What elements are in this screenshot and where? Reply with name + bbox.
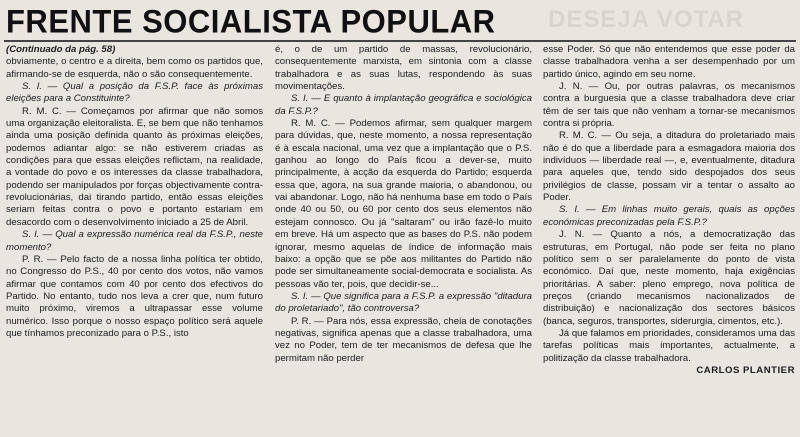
paragraph: Já que falamos em prioridades, consideramos uma das tarefas políticas mais importantes, actualmente, a politização da classe trabalhadora.: [543, 327, 795, 364]
column-1: [6, 44, 263, 434]
column-1-body: [6, 56, 263, 340]
paragraph: P. R. — Para nós, essa expressão, cheia de conotações negativas, significa apenas que a classe trabalhadora, uma vez no Poder, tem de ter mecanismos de defesa que lhe permitam não perder: [275, 315, 532, 364]
title-rule: [4, 40, 796, 42]
continuation-note: (Continuado da pág. 58): [6, 44, 116, 55]
column-2: [275, 44, 532, 434]
paragraph: J. N. — Quanto a nós, a democratização das estruturas, em Portugal, não pode ser feita no plano político sem o ser paralelamente do ponto de vista económico. Daí que, neste momento, haja exigências prioritárias. A saber: pleno emprego, nova política de preços (criando mecanismos nacionalizados de distribuição) e nacionalização dos sectores básicos (banca, seguros, transportes, siderurgia, cimentos, etc.).: [543, 229, 795, 327]
column-3-body: [543, 44, 795, 365]
paragraph: é, o de um partido de massas, revolucionário, consequentemente marxista, em sintonia com a classe trabalhadora e as suas lutas, respondendo às suas movimentações.: [275, 44, 532, 93]
paragraph: J. N. — Ou, por outras palavras, os mecanismos contra a burguesia que a classe trabalhadora deve criar têm de ser tais que não venham a tornar-se mecanismos contra si própria.: [543, 81, 795, 130]
paragraph: obviamente, o centro e a direita, bem como os partidos que, afirmando-se de esquerda, não o são consequentemente.: [6, 56, 263, 80]
column-3: [543, 44, 795, 434]
bleed-through-text: DESEJA VOTAR: [548, 6, 745, 33]
interview-question: S. I. — E quanto à implantação geográfica e sociológica da F.S.P.?: [275, 93, 532, 117]
paragraph: esse Poder. Só que não entendemos que esse poder da classe trabalhadora venha a ser desempenhado por um partido único, agindo em seu nome.: [543, 44, 795, 80]
article-title: FRENTE SOCIALISTA POPULAR: [6, 2, 496, 40]
paragraph: P. R. — Pelo facto de a nossa linha política ter obtido, no Congresso do P.S., 40 por cento dos votos, não vamos afirmar que contamos com 40 por cento dos efectivos do Partido. No entanto, tudo nos leva a crer que, num futuro muito próximo, viremos a ultrapassar esse volume numérico. Isso porque o nosso espaço político será aquele que tínhamos preconizado para o P.S., isto: [6, 253, 263, 339]
interview-question: S. I. — Que significa para a F.S.P. a expressão "ditadura do proletariado", tão controversa?: [275, 290, 532, 315]
paragraph: R. M. C. — Começamos por afirmar que não somos uma organização eleitoralista. E, se bem que não tenhamos ainda uma posição definida quanto às próximas eleições, podemos adiantar algo: se não estiverem criadas as condições para que essas eleições reflictam, na realidade, a vontade do povo e os interesses da classe trabalhadora, podendo ser manipulados por forças objectivamente contra-revolucionárias, dai tirando partido, então essas eleições seriam feitas contra o povo e portanto estariam em desacordo com o desenvolvimento iniciado a 25 de Abril.: [6, 105, 263, 228]
interview-question: S. I. — Qual a expressão numérica real da F.S.P., neste momento?: [6, 229, 263, 253]
paragraph: R. M. C. — Podemos afirmar, sem qualquer margem para dúvidas, que, neste momento, a nossa representação é à escala nacional, uma vez que a implantação que o P.S. ganhou ao longo do País ficou a dever-se, muito principalmente, à acção da esquerda do Partido; esquerda essa que, agora, na sua grande maioria, o abandonou, ou vai abandonar. Logo, não há nenhuma base em todo o País onde 40 ou 50, ou 60 por cento dos seus elementos não estejam connosco. Ou já "saltaram" ou irão fazê-lo muito em breve. Há um aspecto que as bases do P.S. não podem ignorar, mesmo aquelas de índice de informação mais baixo: a opção que se põe aos militantes do Partido não pode ser simultaneamente social-democrata e socialista. As pessoas vão ter, pois, que decidir-se...: [275, 118, 532, 290]
author-signature: CARLOS PLANTIER: [696, 364, 795, 376]
interview-question: S. I. — Qual a posição da F.S.P. face às próximas eleições para a Constituinte?: [6, 81, 263, 105]
column-2-body: [275, 44, 532, 365]
paragraph: R. M. C. — Ou seja, a ditadura do proletariado mais não é do que a liberdade para a esmagadora maioria dos indivíduos — liberdade real —, e, eventualmente, ditadura para aqueles que, tendo sido despojados dos seus privilégios de classe, possam vir a tentar o assalto ao Poder.: [543, 130, 795, 204]
interview-question: S. I. — Em linhas muito gerais, quais as opções económicas preconizadas pela F.S.P.?: [543, 204, 795, 228]
